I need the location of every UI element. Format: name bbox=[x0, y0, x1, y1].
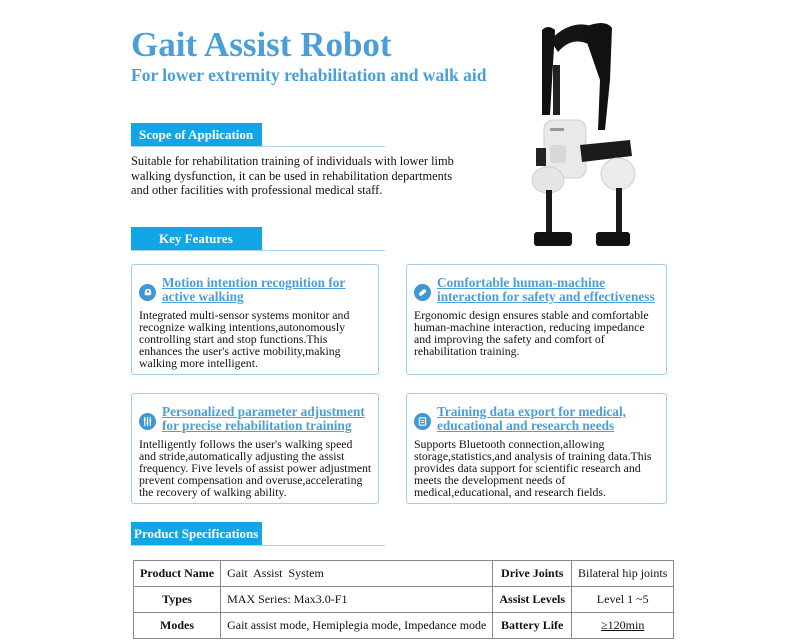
feature-title-link[interactable]: Comfortable human-machine interaction for safety and effectiveness bbox=[437, 275, 655, 304]
document-icon bbox=[414, 413, 431, 430]
feature-card bbox=[406, 393, 667, 504]
feature-title-link[interactable]: Training data export for medical, educational and research needs bbox=[437, 404, 626, 433]
page-title: Gait Assist Robot bbox=[131, 25, 392, 64]
section-divider bbox=[131, 146, 385, 147]
spec-value: Gait assist mode, Hemiplegia mode, Impedance mode bbox=[221, 613, 493, 639]
spec-key: Product Name bbox=[134, 561, 221, 587]
features-section-header bbox=[131, 227, 385, 252]
gait-robot-image bbox=[520, 20, 660, 252]
spec-key: Assist Levels bbox=[493, 587, 572, 613]
feature-description: Intelligently follows the user's walking speed and stride,automatically adjusting the assist frequency. Five levels of assist power adjustment prevent compensation and overuse,accelerating the recovery of walking ability. bbox=[139, 437, 372, 499]
scope-heading: Scope of Application bbox=[131, 123, 262, 146]
spec-value: MAX Series: Max3.0-F1 bbox=[221, 587, 493, 613]
spec-value: Level 1 ~5 bbox=[572, 587, 674, 613]
feature-description: Supports Bluetooth connection,allowing storage,statistics,and analysis of training data.This provides data support for scientific research and meets the development needs of medical,educational, and research fields. bbox=[414, 437, 652, 499]
section-divider bbox=[131, 545, 385, 546]
spec-key: Modes bbox=[134, 613, 221, 639]
features-heading: Key Features bbox=[131, 227, 262, 250]
table-row bbox=[134, 587, 674, 613]
table-row bbox=[134, 561, 674, 587]
brain-head-icon bbox=[139, 284, 156, 301]
feature-title-link[interactable]: Motion intention recognition for active walking bbox=[162, 275, 346, 304]
spec-value: Bilateral hip joints bbox=[572, 561, 674, 587]
bandage-icon bbox=[414, 284, 431, 301]
page-subtitle: For lower extremity rehabilitation and walk aid bbox=[131, 65, 487, 85]
feature-description: Ergonomic design ensures stable and comfortable human-machine interaction, reducing impedance and improving the safety and comfort of rehabilitation training. bbox=[414, 308, 649, 358]
feature-card bbox=[406, 264, 667, 375]
spec-value: ≥120min bbox=[572, 613, 674, 639]
feature-card bbox=[131, 393, 379, 504]
spec-key: Drive Joints bbox=[493, 561, 572, 587]
sliders-icon bbox=[139, 413, 156, 430]
spec-value: Gait Assist System bbox=[221, 561, 493, 587]
specs-table bbox=[133, 560, 674, 639]
spec-key: Types bbox=[134, 587, 221, 613]
section-divider bbox=[131, 250, 385, 251]
scope-section-header bbox=[131, 123, 385, 148]
table-row bbox=[134, 613, 674, 639]
spec-key: Battery Life bbox=[493, 613, 572, 639]
feature-description: Integrated multi-sensor systems monitor and recognize walking intentions,autonomously controlling start and stop functions.This enhances the user's active mobility,making walking more intelligent. bbox=[139, 308, 350, 370]
specs-section-header bbox=[131, 522, 385, 547]
feature-card bbox=[131, 264, 379, 375]
feature-title-link[interactable]: Personalized parameter adjustment for precise rehabilitation training bbox=[162, 404, 365, 433]
specs-heading: Product Specifications bbox=[131, 522, 262, 545]
scope-description: Suitable for rehabilitation training of individuals with lower limb walking dysfunction, it can be used in rehabilitation departments and other facilities with professional medical staff. bbox=[131, 154, 454, 197]
